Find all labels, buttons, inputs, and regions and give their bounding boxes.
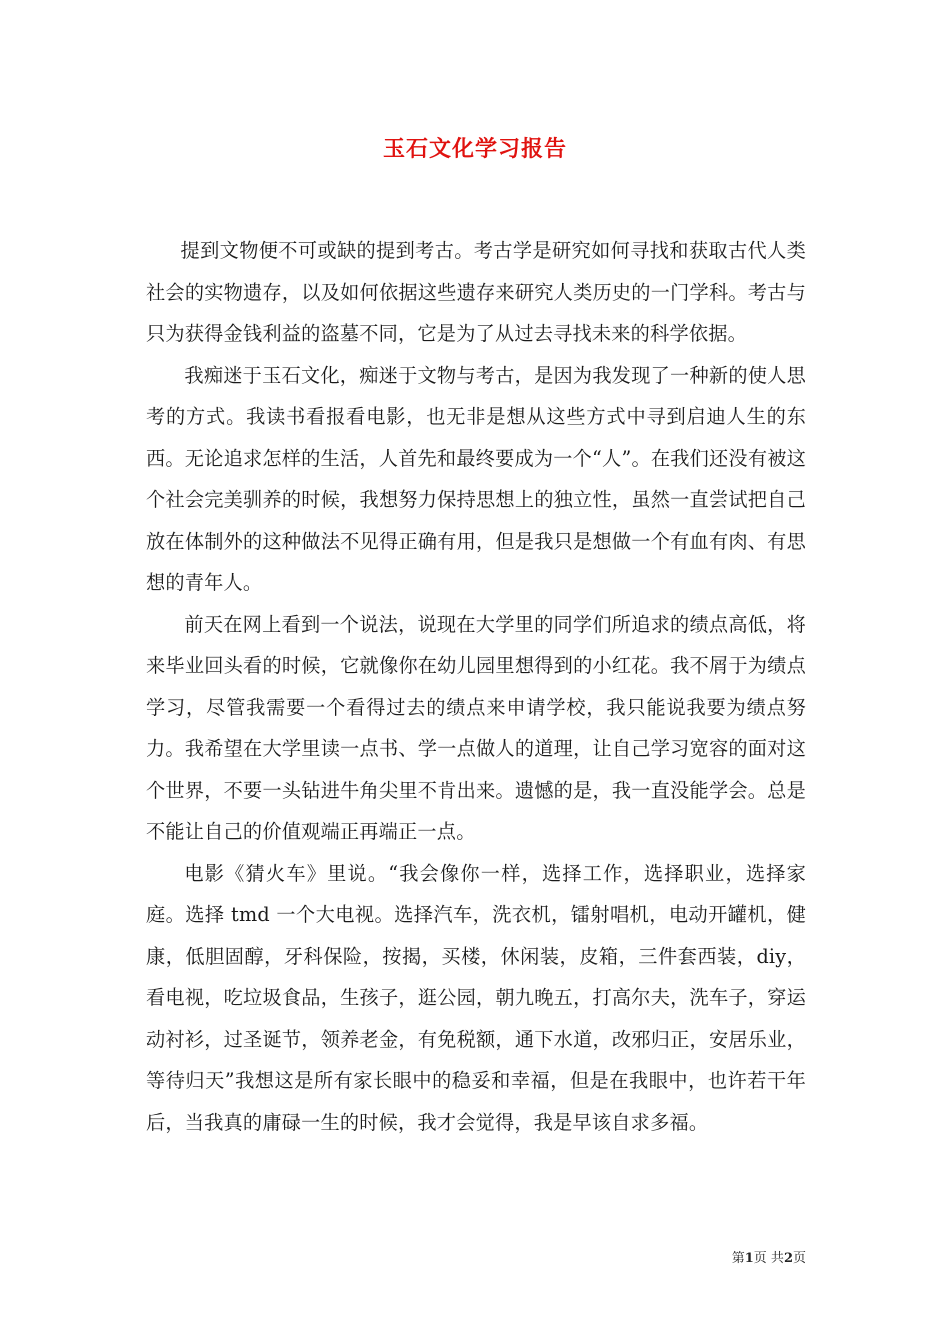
paragraph-4: 电影《猜火车》里说。“我会像你一样，选择工作，选择职业，选择家庭。选择 tmd 一个大电视。选择汽车，洗衣机，镭射唱机，电动开罐机，健康，低胆固醇，牙科保险，按揭，买楼，休闲装，皮箱，三件套西装，diy，看电视，吃垃圾食品，生孩子，逛公园，朝九晚五，打高尔夫，洗车子，穿运动衬衫，过圣诞节，领养老金，有免税额，通下水道，改邪归正，安居乐业，等待归天”我想这是所有家长眼中的稳妥和幸福，但是在我眼中，也许若干年后，当我真的庸碌一生的时候，我才会觉得，我是早该自求多福。: [146, 861, 806, 1134]
document-title: 玉石文化学习报告: [382, 136, 567, 162]
footer-middle: 页 共: [753, 1251, 784, 1266]
paragraph-3: 前天在网上看到一个说法，说现在大学里的同学们所追求的绩点高低，将来毕业回头看的时候，它就像你在幼儿园里想得到的小红花。我不屑于为绩点学习，尽管我需要一个看得过去的绩点来申请学校，我只能说我要为绩点努力。我希望在大学里读一点书、学一点做人的道理，让自己学习宽容的面对这个世界，不要一头钻进牛角尖里不肯出来。遗憾的是，我一直没能学会。总是不能让自己的价值观端正再端正一点。: [146, 612, 806, 843]
current-page-number: 1: [744, 1251, 754, 1266]
paragraph-1: 提到文物便不可或缺的提到考古。考古学是研究如何寻找和获取古代人类社会的实物遗存，以及如何依据这些遗存来研究人类历史的一门学科。考古与只为获得金钱利益的盗墓不同，它是为了从过去寻找未来的科学依据。: [146, 239, 806, 345]
paragraph-2: 我痴迷于玉石文化，痴迷于文物与考古，是因为我发现了一种新的使人思考的方式。我读书看报看电影，也无非是想从这些方式中寻到启迪人生的东西。无论追求怎样的生活，人首先和最终要成为一个“人”。在我们还没有被这个社会完美驯养的时候，我想努力保持思想上的独立性，虽然一直尝试把自己放在体制外的这种做法不见得正确有用，但是我只是想做一个有血有肉、有思想的青年人。: [146, 363, 806, 594]
document-body: [146, 230, 806, 1143]
page-number-footer: [640, 1247, 806, 1266]
footer-suffix: 页: [792, 1251, 806, 1266]
footer-prefix: 第: [731, 1251, 745, 1266]
total-page-number: 2: [783, 1251, 793, 1266]
